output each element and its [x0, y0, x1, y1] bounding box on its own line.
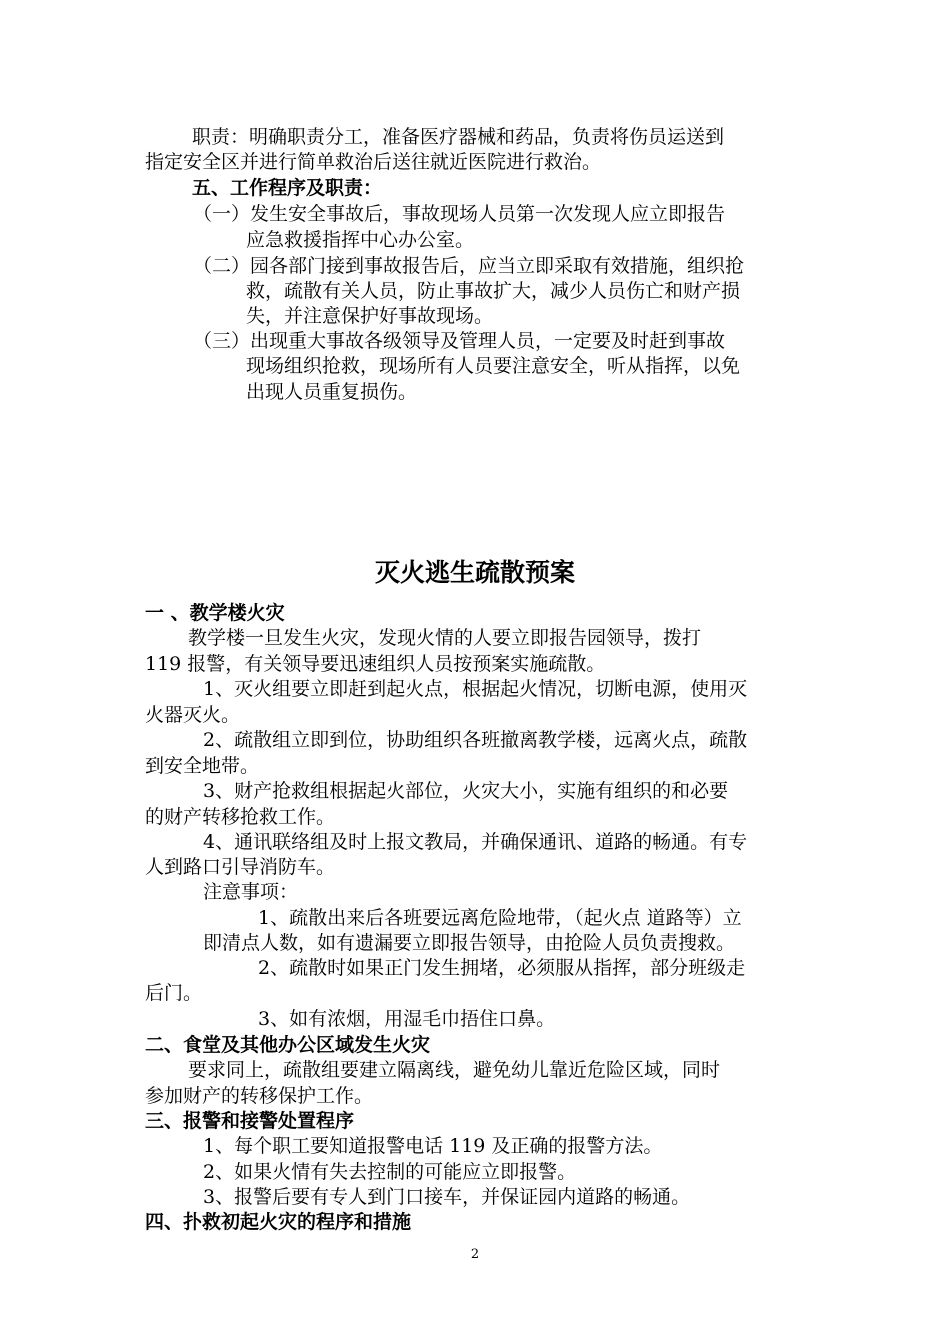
text-line: 指定安全区并进行简单救治后送往就近医院进行救治。 [145, 151, 602, 173]
text-line: 出现人员重复损伤。 [246, 381, 418, 403]
text-line: （二）园各部门接到事故报告后，应当立即采取有效措施，组织抢 [193, 255, 745, 277]
text-line: 现场组织抢救，现场所有人员要注意安全，听从指挥，以免 [246, 355, 741, 377]
section-heading: 三、报警和接警处置程序 [145, 1110, 355, 1132]
text-line: 要求同上，疏散组要建立隔离线，避免幼儿靠近危险区域，同时 [188, 1059, 721, 1081]
text-line: 2、疏散时如果正门发生拥堵，必须服从指挥，部分班级走 [258, 957, 746, 979]
text-line: 2、疏散组立即到位，协助组织各班撤离教学楼，远离火点，疏散 [203, 729, 748, 751]
text-line: 注意事项： [203, 881, 299, 903]
text-line: 1、灭火组要立即赶到起火点，根据起火情况，切断电源，使用灭 [203, 678, 748, 700]
text-line: 4、通讯联络组及时上报文教局，并确保通讯、道路的畅通。有专 [203, 831, 748, 853]
text-line: 参加财产的转移保护工作。 [145, 1085, 374, 1107]
text-line: 119 报警，有关领导要迅速组织人员按预案实施疏散。 [145, 653, 606, 675]
text-line: 3、如有浓烟，用湿毛巾捂住口鼻。 [258, 1008, 556, 1030]
text-line: 2、如果火情有失去控制的可能应立即报警。 [203, 1161, 577, 1183]
document-title: 灭火逃生疏散预案 [374, 558, 575, 587]
text-line: 1、每个职工要知道报警电话 119 及正确的报警方法。 [203, 1135, 663, 1157]
section-heading: 二、食堂及其他办公区域发生火灾 [145, 1034, 431, 1056]
text-line: 失，并注意保护好事故现场。 [246, 305, 494, 327]
text-line: 救，疏散有关人员，防止事故扩大，减少人员伤亡和财产损 [246, 280, 741, 302]
section-heading: 五、工作程序及职责： [192, 177, 383, 199]
text-line: 3、财产抢救组根据起火部位，火灾大小，实施有组织的和必要 [203, 780, 729, 802]
text-line: 职责：明确职责分工，准备医疗器械和药品，负责将伤员运送到 [192, 126, 725, 148]
text-line: 的财产转移抢救工作。 [145, 806, 336, 828]
text-line: 即清点人数，如有遗漏要立即报告领导，由抢险人员负责搜救。 [203, 932, 736, 954]
text-line: （一）发生安全事故后，事故现场人员第一次发现人应立即报告 [193, 203, 726, 225]
section-heading: 四、扑救初起火灾的程序和措施 [145, 1211, 412, 1233]
text-line: 3、报警后要有专人到门口接车，并保证园内道路的畅通。 [203, 1186, 691, 1208]
text-line: 到安全地带。 [145, 755, 260, 777]
text-line: （三）出现重大事故各级领导及管理人员，一定要及时赶到事故 [193, 330, 726, 352]
text-line: 教学楼一旦发生火灾，发现火情的人要立即报告园领导，拨打 [188, 627, 702, 649]
text-line: 人到路口引导消防车。 [145, 856, 336, 878]
text-line: 应急救援指挥中心办公室。 [246, 229, 475, 251]
text-line: 1、疏散出来后各班要远离危险地带，（起火点 道路等）立 [258, 907, 742, 929]
page-number: 2 [470, 1247, 480, 1262]
section-heading: 一 、教学楼火灾 [145, 602, 285, 624]
text-line: 火器灭火。 [145, 704, 241, 726]
text-line: 后门。 [145, 982, 203, 1004]
